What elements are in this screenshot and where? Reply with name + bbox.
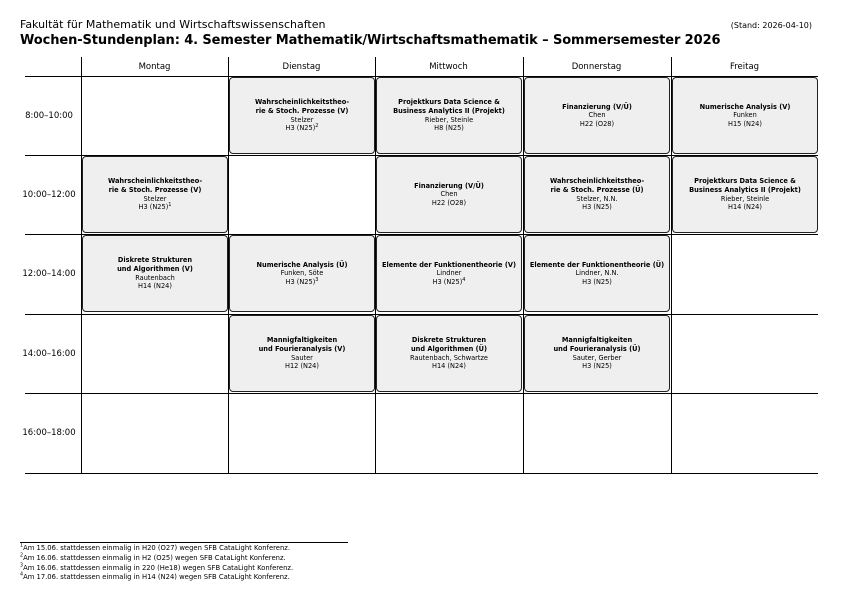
course-cell[interactable] bbox=[376, 315, 522, 392]
course-room: H22 (O28) bbox=[431, 198, 467, 207]
course-room-line bbox=[580, 120, 614, 129]
course-title: Wahrscheinlichkeitstheo- rie & Stoch. Prozesse (Ü) bbox=[549, 177, 645, 194]
course-room-line bbox=[432, 362, 466, 371]
course-room-line bbox=[728, 120, 762, 129]
footnote-text: Am 17.06. stattdessen einmalig in H14 (N24) wegen SFB CataLight Konferenz. bbox=[23, 573, 290, 582]
course-lecturer: Funken bbox=[733, 111, 757, 120]
course-room-line bbox=[433, 278, 466, 287]
footnote-mark: 2 bbox=[20, 553, 24, 559]
page-title: Wochen-Stundenplan: 4. Semester Mathematik/Wirtschaftsmathematik – Sommersemester 2026 bbox=[20, 33, 721, 48]
course-cell[interactable] bbox=[229, 315, 375, 392]
course-cell[interactable] bbox=[229, 235, 375, 312]
footnote-marker: 4 bbox=[462, 276, 466, 283]
course-room: H3 (N25) bbox=[432, 277, 463, 286]
course-cell[interactable] bbox=[376, 77, 522, 154]
course-cell[interactable] bbox=[376, 235, 522, 312]
course-title: Numerische Analysis (V) bbox=[699, 102, 791, 111]
course-room-line bbox=[434, 124, 464, 133]
footnote-item bbox=[20, 573, 293, 583]
course-lecturer: Sauter bbox=[291, 353, 313, 362]
stand-date: (Stand: 2026-04-10) bbox=[730, 21, 812, 30]
course-room-line bbox=[582, 278, 612, 287]
footnote-marker: 3 bbox=[315, 276, 319, 283]
course-lecturer: Lindner, N.N. bbox=[575, 269, 619, 278]
day-header: Mittwoch bbox=[429, 62, 468, 72]
footnote-rule bbox=[20, 542, 348, 543]
course-room-line bbox=[139, 203, 172, 212]
grid-hline bbox=[25, 393, 818, 394]
course-room: H3 (N25) bbox=[285, 277, 316, 286]
course-room-line bbox=[432, 199, 466, 208]
course-title: Finanzierung (V/Ü) bbox=[562, 102, 632, 111]
course-cell[interactable] bbox=[229, 77, 375, 154]
course-cell[interactable] bbox=[524, 77, 670, 154]
course-cell[interactable] bbox=[672, 156, 818, 233]
course-room-line bbox=[582, 203, 612, 212]
course-cell[interactable] bbox=[524, 235, 670, 312]
footnote-item bbox=[20, 544, 293, 554]
time-label: 12:00–14:00 bbox=[22, 269, 76, 279]
footnote-marker: 2 bbox=[315, 122, 319, 129]
course-room-line bbox=[728, 203, 762, 212]
course-lecturer: Sauter, Gerber bbox=[572, 353, 622, 362]
time-label: 8:00–10:00 bbox=[25, 111, 73, 121]
day-header: Montag bbox=[138, 62, 171, 72]
course-room: H3 (N25) bbox=[582, 277, 612, 286]
course-room: H14 (N24) bbox=[138, 282, 172, 291]
course-room: H8 (N25) bbox=[434, 124, 464, 133]
course-room: H14 (N24) bbox=[432, 362, 466, 371]
course-title: Diskrete Strukturen und Algorithmen (V) bbox=[117, 256, 193, 273]
course-lecturer: Rautenbach bbox=[135, 273, 175, 282]
course-room: H3 (N25) bbox=[582, 362, 612, 371]
footnote-text: Am 16.06. stattdessen einmalig in H2 (O25) wegen SFB CataLight Konferenz. bbox=[23, 553, 286, 562]
time-label: 10:00–12:00 bbox=[22, 190, 76, 200]
course-room: H15 (N24) bbox=[728, 119, 762, 128]
course-room-line bbox=[138, 282, 172, 291]
footnote-marker: 1 bbox=[168, 201, 172, 208]
time-label: 14:00–16:00 bbox=[22, 349, 76, 359]
course-cell[interactable] bbox=[524, 156, 670, 233]
course-title: Diskrete Strukturen und Algorithmen (Ü) bbox=[410, 336, 488, 353]
course-lecturer: Funken, Söte bbox=[280, 269, 324, 278]
grid-hline bbox=[25, 473, 818, 474]
course-lecturer: Chen bbox=[588, 111, 606, 120]
course-lecturer: Chen bbox=[440, 190, 458, 199]
course-room-line bbox=[286, 124, 319, 133]
course-lecturer: Stelzer, N.N. bbox=[576, 194, 618, 203]
course-title: Projektkurs Data Science & Business Analytics II (Projekt) bbox=[689, 177, 801, 194]
footnote-mark: 1 bbox=[20, 543, 24, 549]
course-cell[interactable] bbox=[376, 156, 522, 233]
footnote-text: Am 16.06. stattdessen einmalig in 220 (He18) wegen SFB CataLight Konferenz. bbox=[23, 563, 294, 572]
course-lecturer: Stelzer bbox=[290, 115, 314, 124]
course-cell[interactable] bbox=[524, 315, 670, 392]
day-header: Freitag bbox=[729, 62, 760, 72]
course-room: H22 (O28) bbox=[579, 119, 615, 128]
course-title: Elemente der Funktionentheorie (Ü) bbox=[529, 260, 665, 269]
footnote-item bbox=[20, 564, 293, 574]
course-cell[interactable] bbox=[82, 235, 228, 312]
course-room: H3 (N25) bbox=[138, 203, 169, 212]
course-title: Mannigfaltigkeiten und Fourieranalysis (V) bbox=[258, 336, 346, 353]
day-header: Dienstag bbox=[282, 62, 321, 72]
footnote-item bbox=[20, 554, 293, 564]
course-title: Wahrscheinlichkeitstheo- rie & Stoch. Prozesse (V) bbox=[254, 98, 350, 115]
course-room-line bbox=[285, 362, 319, 371]
course-cell[interactable] bbox=[82, 156, 228, 233]
course-title: Elemente der Funktionentheorie (V) bbox=[382, 260, 516, 269]
course-lecturer: Rieber, Steinle bbox=[720, 194, 770, 203]
course-room-line bbox=[582, 362, 612, 371]
course-title: Wahrscheinlichkeitstheo- rie & Stoch. Prozesse (V) bbox=[107, 177, 203, 194]
time-label: 16:00–18:00 bbox=[22, 428, 76, 438]
faculty-name: Fakultät für Mathematik und Wirtschaftswissenschaften bbox=[20, 18, 326, 31]
day-header: Donnerstag bbox=[571, 62, 622, 72]
course-lecturer: Rautenbach, Schwartze bbox=[410, 353, 488, 362]
course-room: H12 (N24) bbox=[285, 362, 319, 371]
course-room: H3 (N25) bbox=[582, 203, 612, 212]
course-room-line bbox=[286, 278, 319, 287]
course-lecturer: Stelzer bbox=[143, 194, 167, 203]
course-cell[interactable] bbox=[672, 77, 818, 154]
course-title: Mannigfaltigkeiten und Fourieranalysis (Ü) bbox=[553, 336, 641, 353]
footnote-mark: 3 bbox=[20, 563, 24, 569]
course-room: H14 (N24) bbox=[728, 203, 762, 212]
course-lecturer: Lindner bbox=[436, 269, 462, 278]
course-lecturer: Rieber, Steinle bbox=[424, 115, 474, 124]
course-title: Finanzierung (V/Ü) bbox=[414, 181, 484, 190]
course-room: H3 (N25) bbox=[285, 124, 316, 133]
course-title: Numerische Analysis (Ü) bbox=[256, 260, 348, 269]
footnote-text: Am 15.06. stattdessen einmalig in H20 (O27) wegen SFB CataLight Konferenz. bbox=[23, 544, 290, 552]
footnote-mark: 4 bbox=[20, 573, 24, 579]
course-title: Projektkurs Data Science & Business Analytics II (Projekt) bbox=[393, 98, 505, 115]
footnotes bbox=[20, 544, 293, 583]
